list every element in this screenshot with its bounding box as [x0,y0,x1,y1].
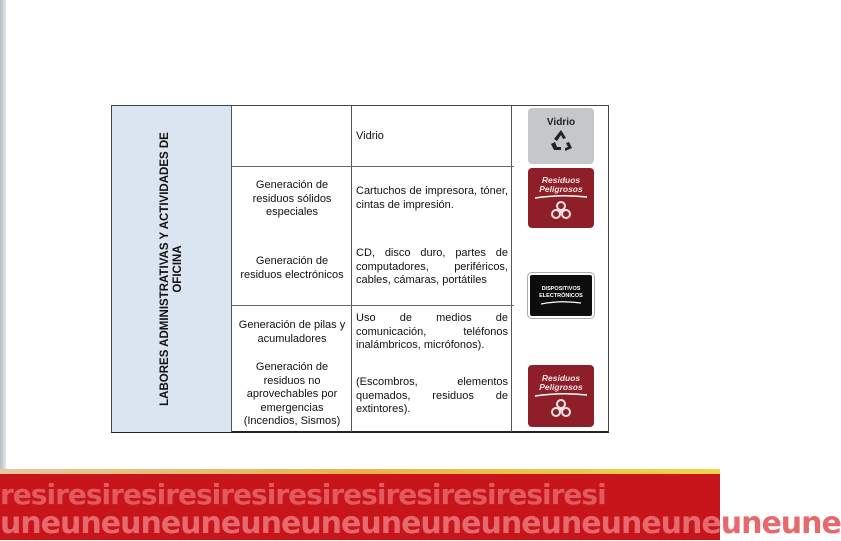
electronic-bin [528,273,594,318]
footer-logo-pattern [0,476,841,541]
category-cell [112,106,232,432]
biohazard-icon [550,398,572,418]
pattern-row-bottom: uneuneuneuneuneuneuneuneuneuneuneuneuneune [0,506,841,541]
row-generation: Generación de residuos electrónicos [240,255,344,281]
footer-stripe [0,469,720,474]
hazardous-bin-label: Residuos Peligrosos [539,175,583,194]
hazardous-bin [528,365,594,427]
category-label: LABORES ADMINISTRATIVAS Y ACTIVIDADES DE OFICINA [158,132,184,406]
waste-table [111,105,609,433]
row-description: Cartuchos de impresora, tóner, cintas de impresión. [356,185,508,211]
column-divider [351,106,352,432]
glass-bin [528,108,594,164]
swoosh-icon [538,300,584,306]
slide-left-edge [0,0,6,540]
hazardous-bin-label: Residuos Peligrosos [539,373,583,392]
recycle-icon [547,128,575,154]
row-generation: Generación de pilas y acumuladores [238,319,346,345]
row-generation: Generación de residuos no aprovechables por emergencias (Incendios, Sismos) [243,361,341,427]
column-divider [511,106,512,432]
biohazard-icon [550,200,572,220]
row-description: Uso de medios de comunicación, teléfonos inalámbricos, micrófonos). [356,312,508,351]
row-description: Vidrio [356,130,384,142]
row-generation: Generación de residuos sólidos especiales [252,179,332,218]
hazardous-bin [528,168,594,228]
electronic-bin-label: DISPOSITIVOS ELECTRÓNICOS [539,285,583,299]
pattern-row-top: resiresiresiresiresiresiresiresiresiresiresi [0,478,606,511]
row-divider [232,305,514,306]
row-description: CD, disco duro, partes de computadores, periféricos, cables, cámaras, portátiles [356,247,508,286]
row-divider [232,166,514,167]
row-description: (Escombros, elementos quemados, residuos de extintores). [356,376,508,415]
glass-bin-label: Vidrio [546,116,576,128]
